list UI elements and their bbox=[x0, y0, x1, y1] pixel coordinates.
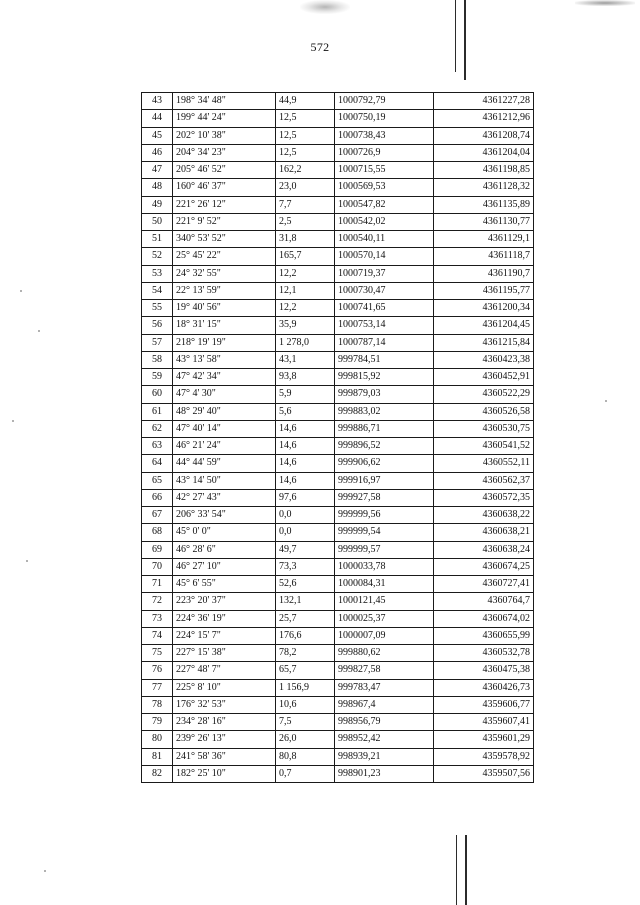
x-coordinate-cell: 999815,92 bbox=[335, 369, 434, 386]
y-coordinate-cell: 4359507,56 bbox=[434, 765, 534, 782]
y-coordinate-cell: 4361190,7 bbox=[434, 265, 534, 282]
line-length-cell: 0,0 bbox=[276, 507, 335, 524]
table-row bbox=[142, 593, 534, 610]
point-number-cell: 59 bbox=[142, 369, 173, 386]
direction-angle-cell: 44° 44' 59" bbox=[173, 455, 276, 472]
table-row bbox=[142, 472, 534, 489]
y-coordinate-cell: 4361195,77 bbox=[434, 282, 534, 299]
y-coordinate-cell: 4360638,21 bbox=[434, 524, 534, 541]
line-length-cell: 44,9 bbox=[276, 93, 335, 110]
x-coordinate-cell: 1000738,43 bbox=[335, 127, 434, 144]
table-row bbox=[142, 282, 534, 299]
direction-angle-cell: 42° 27' 43" bbox=[173, 489, 276, 506]
table-row bbox=[142, 627, 534, 644]
direction-angle-cell: 43° 14' 50" bbox=[173, 472, 276, 489]
line-length-cell: 14,6 bbox=[276, 438, 335, 455]
x-coordinate-cell: 999927,58 bbox=[335, 489, 434, 506]
table-row bbox=[142, 317, 534, 334]
table-row bbox=[142, 110, 534, 127]
line-length-cell: 176,6 bbox=[276, 627, 335, 644]
table-row bbox=[142, 541, 534, 558]
y-coordinate-cell: 4360674,25 bbox=[434, 558, 534, 575]
table-row bbox=[142, 196, 534, 213]
y-coordinate-cell: 4360426,73 bbox=[434, 679, 534, 696]
y-coordinate-cell: 4360562,37 bbox=[434, 472, 534, 489]
y-coordinate-cell: 4361129,1 bbox=[434, 231, 534, 248]
table-row bbox=[142, 369, 534, 386]
y-coordinate-cell: 4360475,38 bbox=[434, 662, 534, 679]
point-number-cell: 63 bbox=[142, 438, 173, 455]
table-row bbox=[142, 679, 534, 696]
line-length-cell: 0,7 bbox=[276, 765, 335, 782]
line-length-cell: 26,0 bbox=[276, 731, 335, 748]
table-row bbox=[142, 524, 534, 541]
point-number-cell: 64 bbox=[142, 455, 173, 472]
direction-angle-cell: 204° 34' 23" bbox=[173, 144, 276, 161]
point-number-cell: 56 bbox=[142, 317, 173, 334]
coordinates-table-body bbox=[142, 93, 534, 783]
x-coordinate-cell: 1000719,37 bbox=[335, 265, 434, 282]
point-number-cell: 82 bbox=[142, 765, 173, 782]
point-number-cell: 73 bbox=[142, 610, 173, 627]
table-row bbox=[142, 455, 534, 472]
line-length-cell: 35,9 bbox=[276, 317, 335, 334]
x-coordinate-cell: 999880,62 bbox=[335, 645, 434, 662]
table-row bbox=[142, 403, 534, 420]
line-length-cell: 73,3 bbox=[276, 558, 335, 575]
y-coordinate-cell: 4360423,38 bbox=[434, 351, 534, 368]
point-number-cell: 60 bbox=[142, 386, 173, 403]
y-coordinate-cell: 4361204,45 bbox=[434, 317, 534, 334]
table-row bbox=[142, 420, 534, 437]
table-row bbox=[142, 179, 534, 196]
line-length-cell: 12,2 bbox=[276, 300, 335, 317]
direction-angle-cell: 218° 19' 19" bbox=[173, 334, 276, 351]
table-row bbox=[142, 300, 534, 317]
scan-speck bbox=[605, 400, 607, 402]
x-coordinate-cell: 1000730,47 bbox=[335, 282, 434, 299]
line-length-cell: 5,6 bbox=[276, 403, 335, 420]
table-row bbox=[142, 248, 534, 265]
point-number-cell: 57 bbox=[142, 334, 173, 351]
line-length-cell: 162,2 bbox=[276, 162, 335, 179]
y-coordinate-cell: 4359606,77 bbox=[434, 696, 534, 713]
y-coordinate-cell: 4360638,22 bbox=[434, 507, 534, 524]
line-length-cell: 14,6 bbox=[276, 455, 335, 472]
y-coordinate-cell: 4361130,77 bbox=[434, 213, 534, 230]
direction-angle-cell: 48° 29' 40" bbox=[173, 403, 276, 420]
y-coordinate-cell: 4360572,35 bbox=[434, 489, 534, 506]
point-number-cell: 71 bbox=[142, 576, 173, 593]
x-coordinate-cell: 998967,4 bbox=[335, 696, 434, 713]
direction-angle-cell: 19° 40' 56" bbox=[173, 300, 276, 317]
table-row bbox=[142, 162, 534, 179]
point-number-cell: 68 bbox=[142, 524, 173, 541]
y-coordinate-cell: 4360530,75 bbox=[434, 420, 534, 437]
table-row bbox=[142, 489, 534, 506]
y-coordinate-cell: 4360452,91 bbox=[434, 369, 534, 386]
y-coordinate-cell: 4361204,04 bbox=[434, 144, 534, 161]
point-number-cell: 53 bbox=[142, 265, 173, 282]
direction-angle-cell: 227° 15' 38" bbox=[173, 645, 276, 662]
line-length-cell: 1 156,9 bbox=[276, 679, 335, 696]
x-coordinate-cell: 1000750,19 bbox=[335, 110, 434, 127]
y-coordinate-cell: 4361215,84 bbox=[434, 334, 534, 351]
x-coordinate-cell: 1000025,37 bbox=[335, 610, 434, 627]
table-row bbox=[142, 438, 534, 455]
y-coordinate-cell: 4360638,24 bbox=[434, 541, 534, 558]
direction-angle-cell: 205° 46' 52" bbox=[173, 162, 276, 179]
line-length-cell: 43,1 bbox=[276, 351, 335, 368]
y-coordinate-cell: 4361198,85 bbox=[434, 162, 534, 179]
point-number-cell: 48 bbox=[142, 179, 173, 196]
x-coordinate-cell: 999999,56 bbox=[335, 507, 434, 524]
table-row bbox=[142, 351, 534, 368]
line-length-cell: 132,1 bbox=[276, 593, 335, 610]
direction-angle-cell: 239° 26' 13" bbox=[173, 731, 276, 748]
x-coordinate-cell: 998901,23 bbox=[335, 765, 434, 782]
scan-speck bbox=[38, 330, 40, 332]
table-row bbox=[142, 765, 534, 782]
direction-angle-cell: 45° 6' 55" bbox=[173, 576, 276, 593]
direction-angle-cell: 46° 28' 6" bbox=[173, 541, 276, 558]
x-coordinate-cell: 999827,58 bbox=[335, 662, 434, 679]
point-number-cell: 74 bbox=[142, 627, 173, 644]
table-row bbox=[142, 662, 534, 679]
point-number-cell: 50 bbox=[142, 213, 173, 230]
direction-angle-cell: 221° 26' 12" bbox=[173, 196, 276, 213]
table-row bbox=[142, 213, 534, 230]
direction-angle-cell: 46° 27' 10" bbox=[173, 558, 276, 575]
table-row bbox=[142, 576, 534, 593]
direction-angle-cell: 176° 32' 53" bbox=[173, 696, 276, 713]
point-number-cell: 54 bbox=[142, 282, 173, 299]
table-row bbox=[142, 93, 534, 110]
direction-angle-cell: 45° 0' 0" bbox=[173, 524, 276, 541]
direction-angle-cell: 202° 10' 38" bbox=[173, 127, 276, 144]
point-number-cell: 55 bbox=[142, 300, 173, 317]
scan-edge-line bbox=[465, 835, 467, 905]
scan-smudge-top bbox=[300, 0, 350, 14]
scan-speck bbox=[20, 290, 22, 292]
direction-angle-cell: 47° 42' 34" bbox=[173, 369, 276, 386]
direction-angle-cell: 199° 44' 24" bbox=[173, 110, 276, 127]
x-coordinate-cell: 1000542,02 bbox=[335, 213, 434, 230]
table-row bbox=[142, 127, 534, 144]
table-row bbox=[142, 144, 534, 161]
direction-angle-cell: 225° 8' 10" bbox=[173, 679, 276, 696]
line-length-cell: 165,7 bbox=[276, 248, 335, 265]
scan-edge-line bbox=[456, 835, 457, 905]
table-row bbox=[142, 696, 534, 713]
point-number-cell: 46 bbox=[142, 144, 173, 161]
line-length-cell: 97,6 bbox=[276, 489, 335, 506]
point-number-cell: 79 bbox=[142, 714, 173, 731]
direction-angle-cell: 25° 45' 22" bbox=[173, 248, 276, 265]
table-row bbox=[142, 731, 534, 748]
point-number-cell: 49 bbox=[142, 196, 173, 213]
line-length-cell: 31,8 bbox=[276, 231, 335, 248]
y-coordinate-cell: 4359578,92 bbox=[434, 748, 534, 765]
point-number-cell: 62 bbox=[142, 420, 173, 437]
line-length-cell: 2,5 bbox=[276, 213, 335, 230]
y-coordinate-cell: 4360522,29 bbox=[434, 386, 534, 403]
x-coordinate-cell: 1000792,79 bbox=[335, 93, 434, 110]
table-row bbox=[142, 610, 534, 627]
x-coordinate-cell: 1000753,14 bbox=[335, 317, 434, 334]
x-coordinate-cell: 998952,42 bbox=[335, 731, 434, 748]
page-number: 572 bbox=[310, 40, 330, 54]
direction-angle-cell: 227° 48' 7" bbox=[173, 662, 276, 679]
direction-angle-cell: 234° 28' 16" bbox=[173, 714, 276, 731]
point-number-cell: 51 bbox=[142, 231, 173, 248]
line-length-cell: 80,8 bbox=[276, 748, 335, 765]
line-length-cell: 10,6 bbox=[276, 696, 335, 713]
x-coordinate-cell: 998939,21 bbox=[335, 748, 434, 765]
point-number-cell: 77 bbox=[142, 679, 173, 696]
scan-speck bbox=[26, 560, 28, 562]
x-coordinate-cell: 999784,51 bbox=[335, 351, 434, 368]
x-coordinate-cell: 1000787,14 bbox=[335, 334, 434, 351]
x-coordinate-cell: 999783,47 bbox=[335, 679, 434, 696]
x-coordinate-cell: 1000121,45 bbox=[335, 593, 434, 610]
line-length-cell: 78,2 bbox=[276, 645, 335, 662]
point-number-cell: 78 bbox=[142, 696, 173, 713]
line-length-cell: 93,8 bbox=[276, 369, 335, 386]
point-number-cell: 52 bbox=[142, 248, 173, 265]
x-coordinate-cell: 1000033,78 bbox=[335, 558, 434, 575]
table-row bbox=[142, 265, 534, 282]
x-coordinate-cell: 999883,02 bbox=[335, 403, 434, 420]
direction-angle-cell: 18° 31' 15" bbox=[173, 317, 276, 334]
line-length-cell: 14,6 bbox=[276, 420, 335, 437]
point-number-cell: 75 bbox=[142, 645, 173, 662]
table-row bbox=[142, 386, 534, 403]
point-number-cell: 69 bbox=[142, 541, 173, 558]
x-coordinate-cell: 1000084,31 bbox=[335, 576, 434, 593]
x-coordinate-cell: 1000007,09 bbox=[335, 627, 434, 644]
table-row bbox=[142, 714, 534, 731]
y-coordinate-cell: 4360764,7 bbox=[434, 593, 534, 610]
scan-speck bbox=[12, 420, 14, 422]
line-length-cell: 5,9 bbox=[276, 386, 335, 403]
line-length-cell: 12,2 bbox=[276, 265, 335, 282]
x-coordinate-cell: 999886,71 bbox=[335, 420, 434, 437]
line-length-cell: 0,0 bbox=[276, 524, 335, 541]
point-number-cell: 72 bbox=[142, 593, 173, 610]
point-number-cell: 43 bbox=[142, 93, 173, 110]
y-coordinate-cell: 4361212,96 bbox=[434, 110, 534, 127]
x-coordinate-cell: 999916,97 bbox=[335, 472, 434, 489]
x-coordinate-cell: 1000540,11 bbox=[335, 231, 434, 248]
x-coordinate-cell: 1000570,14 bbox=[335, 248, 434, 265]
point-number-cell: 81 bbox=[142, 748, 173, 765]
x-coordinate-cell: 999896,52 bbox=[335, 438, 434, 455]
direction-angle-cell: 47° 40' 14" bbox=[173, 420, 276, 437]
x-coordinate-cell: 1000547,82 bbox=[335, 196, 434, 213]
direction-angle-cell: 43° 13' 58" bbox=[173, 351, 276, 368]
y-coordinate-cell: 4360532,78 bbox=[434, 645, 534, 662]
x-coordinate-cell: 999906,62 bbox=[335, 455, 434, 472]
point-number-cell: 47 bbox=[142, 162, 173, 179]
y-coordinate-cell: 4359601,29 bbox=[434, 731, 534, 748]
line-length-cell: 12,5 bbox=[276, 127, 335, 144]
point-number-cell: 44 bbox=[142, 110, 173, 127]
x-coordinate-cell: 998956,79 bbox=[335, 714, 434, 731]
x-coordinate-cell: 1000741,65 bbox=[335, 300, 434, 317]
direction-angle-cell: 221° 9' 52" bbox=[173, 213, 276, 230]
y-coordinate-cell: 4360526,58 bbox=[434, 403, 534, 420]
direction-angle-cell: 160° 46' 37" bbox=[173, 179, 276, 196]
scan-speck bbox=[44, 870, 46, 872]
coordinates-table bbox=[141, 92, 534, 783]
direction-angle-cell: 224° 15' 7" bbox=[173, 627, 276, 644]
line-length-cell: 12,5 bbox=[276, 144, 335, 161]
point-number-cell: 67 bbox=[142, 507, 173, 524]
y-coordinate-cell: 4360552,11 bbox=[434, 455, 534, 472]
y-coordinate-cell: 4360655,99 bbox=[434, 627, 534, 644]
table-row bbox=[142, 507, 534, 524]
point-number-cell: 66 bbox=[142, 489, 173, 506]
table-row bbox=[142, 231, 534, 248]
x-coordinate-cell: 999999,57 bbox=[335, 541, 434, 558]
direction-angle-cell: 198° 34' 48" bbox=[173, 93, 276, 110]
line-length-cell: 14,6 bbox=[276, 472, 335, 489]
y-coordinate-cell: 4361200,34 bbox=[434, 300, 534, 317]
line-length-cell: 7,7 bbox=[276, 196, 335, 213]
y-coordinate-cell: 4360727,41 bbox=[434, 576, 534, 593]
line-length-cell: 12,1 bbox=[276, 282, 335, 299]
direction-angle-cell: 340° 53' 52" bbox=[173, 231, 276, 248]
direction-angle-cell: 224° 36' 19" bbox=[173, 610, 276, 627]
direction-angle-cell: 24° 32' 55" bbox=[173, 265, 276, 282]
y-coordinate-cell: 4359607,41 bbox=[434, 714, 534, 731]
scan-smudge-top-right bbox=[575, 0, 635, 6]
y-coordinate-cell: 4361135,89 bbox=[434, 196, 534, 213]
point-number-cell: 58 bbox=[142, 351, 173, 368]
x-coordinate-cell: 999999,54 bbox=[335, 524, 434, 541]
direction-angle-cell: 182° 25' 10" bbox=[173, 765, 276, 782]
point-number-cell: 80 bbox=[142, 731, 173, 748]
table-row bbox=[142, 645, 534, 662]
table-row bbox=[142, 558, 534, 575]
point-number-cell: 76 bbox=[142, 662, 173, 679]
line-length-cell: 23,0 bbox=[276, 179, 335, 196]
line-length-cell: 65,7 bbox=[276, 662, 335, 679]
point-number-cell: 70 bbox=[142, 558, 173, 575]
y-coordinate-cell: 4361208,74 bbox=[434, 127, 534, 144]
table-row bbox=[142, 334, 534, 351]
x-coordinate-cell: 1000569,53 bbox=[335, 179, 434, 196]
scan-edge-line bbox=[455, 0, 456, 72]
y-coordinate-cell: 4360541,52 bbox=[434, 438, 534, 455]
direction-angle-cell: 47° 4' 30" bbox=[173, 386, 276, 403]
x-coordinate-cell: 1000726,9 bbox=[335, 144, 434, 161]
direction-angle-cell: 46° 21' 24" bbox=[173, 438, 276, 455]
direction-angle-cell: 223° 20' 37" bbox=[173, 593, 276, 610]
direction-angle-cell: 241° 58' 36" bbox=[173, 748, 276, 765]
y-coordinate-cell: 4361118,7 bbox=[434, 248, 534, 265]
direction-angle-cell: 206° 33' 54" bbox=[173, 507, 276, 524]
y-coordinate-cell: 4361128,32 bbox=[434, 179, 534, 196]
line-length-cell: 1 278,0 bbox=[276, 334, 335, 351]
table-row bbox=[142, 748, 534, 765]
y-coordinate-cell: 4360674,02 bbox=[434, 610, 534, 627]
point-number-cell: 65 bbox=[142, 472, 173, 489]
point-number-cell: 45 bbox=[142, 127, 173, 144]
line-length-cell: 49,7 bbox=[276, 541, 335, 558]
line-length-cell: 52,6 bbox=[276, 576, 335, 593]
line-length-cell: 12,5 bbox=[276, 110, 335, 127]
direction-angle-cell: 22° 13' 59" bbox=[173, 282, 276, 299]
line-length-cell: 7,5 bbox=[276, 714, 335, 731]
x-coordinate-cell: 1000715,55 bbox=[335, 162, 434, 179]
y-coordinate-cell: 4361227,28 bbox=[434, 93, 534, 110]
x-coordinate-cell: 999879,03 bbox=[335, 386, 434, 403]
line-length-cell: 25,7 bbox=[276, 610, 335, 627]
point-number-cell: 61 bbox=[142, 403, 173, 420]
